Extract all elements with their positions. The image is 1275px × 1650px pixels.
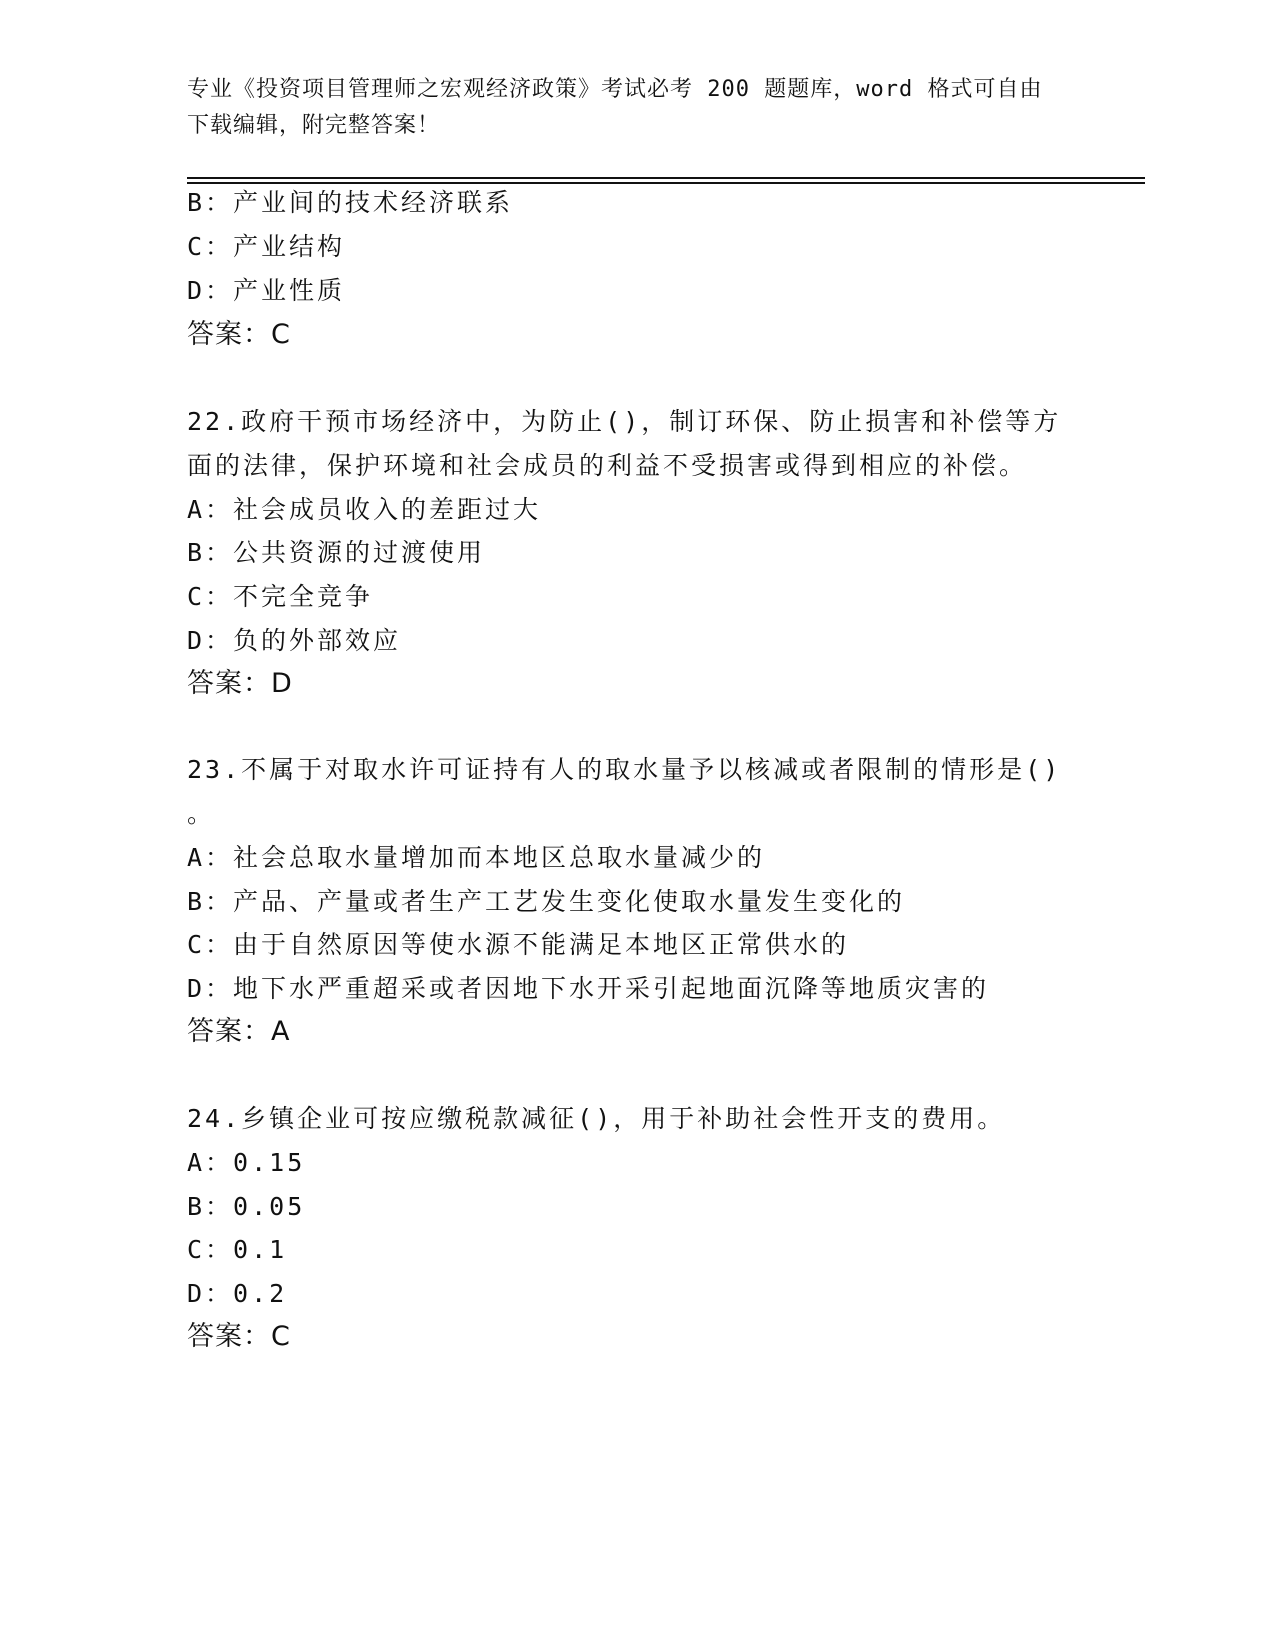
- q24-option-d: D：0.2: [187, 1279, 288, 1308]
- page-header: [187, 72, 1067, 144]
- q21-option-d: D：产业性质: [187, 276, 346, 305]
- header-line-1: 专业《投资项目管理师之宏观经济政策》考试必考 200 题题库，word 格式可自由: [187, 77, 1043, 102]
- q23-option-c: C：由于自然原因等使水源不能满足本地区正常供水的: [187, 930, 850, 959]
- q21-option-b: B：产业间的技术经济联系: [187, 188, 514, 217]
- q23-option-b: B：产品、产量或者生产工艺发生变化使取水量发生变化的: [187, 887, 906, 916]
- q23-stem-line-1: 23.不属于对取水许可证持有人的取水量予以核减或者限制的情形是(): [187, 755, 1062, 784]
- q24-stem-line-1: 24.乡镇企业可按应缴税款减征()，用于补助社会性开支的费用。: [187, 1104, 1006, 1133]
- q22-option-a: A：社会成员收入的差距过大: [187, 495, 542, 524]
- header-divider-bottom: [187, 182, 1145, 184]
- q22-stem-line-2: 面的法律，保护环境和社会成员的利益不受损害或得到相应的补偿。: [187, 451, 1028, 480]
- q22-stem-line-1: 22.政府干预市场经济中，为防止()，制订环保、防止损害和补偿等方: [187, 407, 1062, 436]
- q24-option-b: B：0.05: [187, 1192, 306, 1221]
- q22-option-d: D：负的外部效应: [187, 626, 402, 655]
- q24-option-c: C：0.1: [187, 1235, 288, 1264]
- header-line-2: 下载编辑，附完整答案！: [187, 113, 441, 138]
- q22-option-c: C：不完全竞争: [187, 582, 374, 611]
- q24-option-a: A：0.15: [187, 1148, 306, 1177]
- q23-option-a: A：社会总取水量增加而本地区总取水量减少的: [187, 843, 766, 872]
- q21-option-c: C：产业结构: [187, 232, 346, 261]
- q21-answer: 答案：C: [187, 319, 291, 350]
- q22-answer: 答案：D: [187, 668, 293, 699]
- q23-option-d: D：地下水严重超采或者因地下水开采引起地面沉降等地质灾害的: [187, 974, 990, 1003]
- header-divider-top: [187, 177, 1145, 179]
- q24-answer: 答案：C: [187, 1321, 291, 1352]
- q23-stem-line-2: 。: [187, 799, 216, 828]
- q22-option-b: B：公共资源的过渡使用: [187, 538, 486, 567]
- q23-answer: 答案：A: [187, 1016, 291, 1047]
